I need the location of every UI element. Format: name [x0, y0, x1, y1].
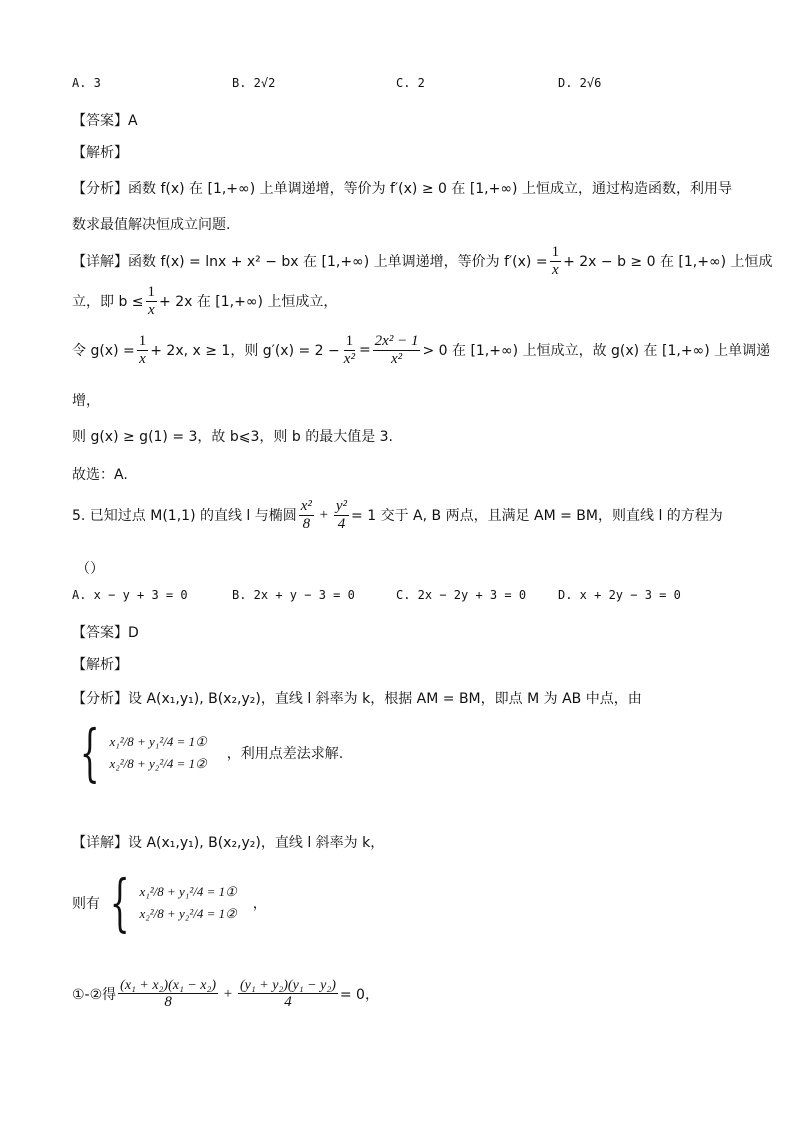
- fraction-denominator: x: [147, 301, 155, 318]
- fraction-numerator: 1: [147, 284, 156, 300]
- equation-system-analysis: [70, 716, 344, 789]
- fraction-numerator: 2x² − 1: [374, 333, 419, 349]
- fraction-1-over-x: [146, 284, 158, 318]
- fraction-x-difference: [118, 978, 218, 1011]
- q5-detail-line2-suffix: ，: [252, 896, 267, 912]
- fraction-denominator: x²: [343, 350, 355, 367]
- q4-detail-line2: [72, 284, 337, 318]
- fraction-1-over-x: [137, 333, 149, 367]
- q4-detail-line3-part-c: =: [358, 342, 371, 358]
- fraction-denominator: 4: [284, 994, 292, 1011]
- q4-detail-line3-part-d: > 0 在 [1,+∞) 上恒成立，故 g(x) 在 [1,+∞) 上单调递: [422, 343, 771, 359]
- fraction-1-over-x-squared: [342, 333, 357, 367]
- q5-detail-line3-part-b: = 0，: [339, 987, 379, 1004]
- q4-detail-line3-part-b: + 2x, x ≥ 1，则 g′(x) = 2 −: [150, 343, 340, 359]
- fraction-1-over-x: [550, 244, 562, 278]
- fraction-x2-over-8: [299, 498, 314, 532]
- q4-detail-line3: [72, 333, 770, 367]
- fraction-numerator: (y₁ + y₂)(y₁ − y₂): [240, 978, 336, 993]
- equation-system-detail: [72, 866, 267, 939]
- q4-analysis-line1: 【分析】函数 f(x) 在 [1,+∞) 上单调递增，等价为 f′(x) ≥ 0 在 [1,+∞) 上恒成立，通过构造函数，利用导: [72, 181, 732, 197]
- q5-stem: 5. 已知过点 M(1,1) 的直线 l 与椭圆 $\frac{\text{x²}}{8}$ + $\frac{\text{y²}}{4}$ = 1 交于 A, B 两点，且满足 AM = BM，则直线 l 的方程为: [72, 498, 723, 532]
- q5-analysis-line2: ，利用点差法求解.: [226, 746, 344, 762]
- fraction-numerator: 1: [345, 333, 354, 349]
- q5-stem-part-b: = 1 交于 A, B 两点，且满足 AM = BM，则直线 l 的方程为: [351, 508, 723, 524]
- fraction-y-difference: [238, 978, 338, 1011]
- q4-option-d: D. 2√6: [558, 76, 602, 90]
- q4-detail-line2-part-b: + 2x 在 [1,+∞) 上恒成立，: [159, 294, 338, 310]
- q4-detail-line1-part-a: 【详解】函数 f(x) = lnx + x² − bx 在 [1,+∞) 上单调递增，等价为 f′(x) =: [72, 254, 548, 270]
- fraction-denominator: 4: [337, 515, 346, 532]
- fraction-denominator: x²: [390, 350, 403, 367]
- q4-detail-line5: 则 g(x) ≥ g(1) = 3，故 b⩽3，则 b 的最大值是 3.: [72, 429, 394, 445]
- q4-option-b: B. 2√2: [232, 76, 276, 90]
- q4-detail-line3-part-a: 令 g(x) =: [72, 343, 135, 359]
- fraction-denominator: x: [551, 261, 559, 278]
- fraction-numerator: 1: [138, 333, 147, 349]
- q5-stem-part-a: 5. 已知过点 M(1,1) 的直线 l 与椭圆: [72, 508, 297, 524]
- q5-answer-paren: （）: [76, 561, 104, 577]
- q5-jiexi-heading: 【解析】: [72, 657, 128, 673]
- q4-detail-line1-part-b: + 2x − b ≥ 0 在 [1,+∞) 上恒成: [563, 254, 773, 270]
- q5-option-a: A. x − y + 3 = 0: [72, 588, 188, 602]
- system-eq2: x₂²/8 + y₂²/4 = 1②: [109, 756, 207, 771]
- q4-detail-line1: [72, 244, 773, 278]
- fraction-derivative: [373, 333, 421, 367]
- q5-option-d: D. x + 2y − 3 = 0: [558, 588, 681, 602]
- q5-detail-line3-part-a: ①-②得: [72, 987, 117, 1004]
- q4-answer: 【答案】A: [72, 113, 138, 129]
- fraction-denominator: 8: [164, 994, 172, 1011]
- q5-detail-line1: 【详解】设 A(x₁,y₁), B(x₂,y₂)，直线 l 斜率为 k，: [72, 835, 385, 851]
- q5-detail-line3: ①-②得 $\frac{\text{(x₁ + x₂)(x₁ − x₂)}}{8}$ + $\frac{\text{(y₁ + y₂)(y₁ − y₂)}}{4}$ = 0，: [72, 978, 379, 1011]
- system-eq2: x₂²/8 + y₂²/4 = 1②: [139, 906, 237, 921]
- fraction-numerator: y²: [335, 498, 348, 514]
- q5-option-c: C. 2x − 2y + 3 = 0: [396, 588, 527, 602]
- q4-option-a: A. 3: [72, 76, 101, 90]
- fraction-numerator: 1: [551, 244, 560, 260]
- fraction-y2-over-4: [334, 498, 349, 532]
- q4-detail-line2-part-a: 立，即 b ≤: [72, 294, 144, 310]
- system-eq1: x₁²/8 + y₁²/4 = 1①: [109, 734, 207, 749]
- fraction-denominator: 8: [302, 515, 311, 532]
- fraction-numerator: (x₁ + x₂)(x₁ − x₂): [120, 978, 217, 993]
- q5-answer: 【答案】D: [72, 625, 139, 641]
- q4-analysis-line2: 数求最值解决恒成立问题.: [72, 217, 231, 233]
- system-eq1: x₁²/8 + y₁²/4 = 1①: [139, 884, 237, 899]
- q5-option-b: B. 2x + y − 3 = 0: [232, 588, 355, 602]
- left-brace: {: [79, 716, 100, 789]
- q4-select: 故选：A.: [72, 467, 128, 483]
- fraction-numerator: x²: [300, 498, 312, 514]
- q4-option-c: C. 2: [396, 76, 425, 90]
- left-brace: {: [109, 866, 130, 939]
- fraction-denominator: x: [139, 350, 146, 367]
- q5-detail-line2-prefix: 则有: [72, 896, 100, 912]
- q4-detail-line4: 增，: [72, 393, 100, 409]
- q5-analysis-line1: 【分析】设 A(x₁,y₁), B(x₂,y₂)，直线 l 斜率为 k，根据 AM = BM，即点 M 为 AB 中点，由: [72, 691, 642, 707]
- q4-jiexi-heading: 【解析】: [72, 145, 128, 161]
